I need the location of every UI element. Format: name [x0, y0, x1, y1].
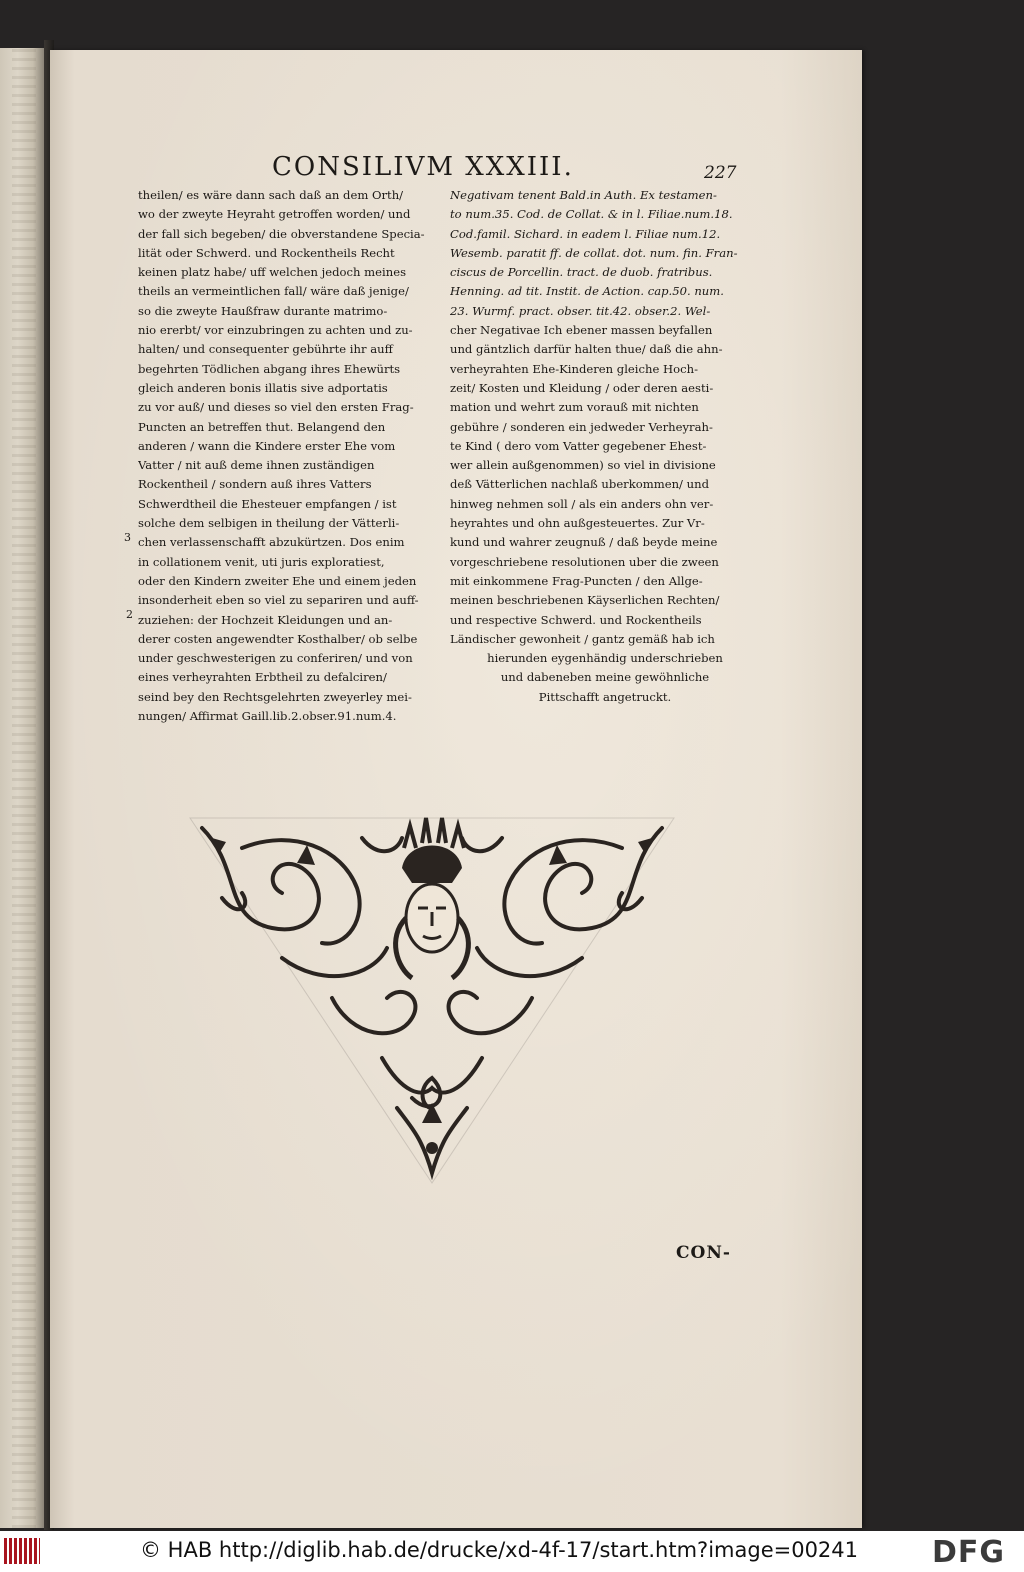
text-line: nio ererbt/ vor einzubringen zu achten und zu-: [138, 323, 413, 338]
text-line: theilen/ es wäre dann sach daß an dem Orth/: [138, 188, 404, 202]
footer-bar: [0, 1531, 1024, 1572]
text-line: und dabeneben meine gewöhnliche: [500, 670, 710, 685]
text-line: Henning. ad tit. Instit. de Action. cap.50. num.: [450, 284, 724, 299]
text-line: der fall sich begeben/ die obverstandene Specia-: [138, 226, 425, 241]
text-line: vorgeschriebene resolutionen uber die zween: [450, 554, 719, 569]
text-line: 23. Wurmf. pract. obser. tit.42. obser.2. Wel-: [450, 303, 711, 318]
dfg-logo: DFG: [932, 1535, 1006, 1570]
text-line: wer allein außgenommen) so viel in divisione: [450, 458, 716, 473]
text-line: und gäntzlich darfür halten thue/ daß die ahn-: [450, 342, 723, 357]
hab-logo-icon: [4, 1538, 40, 1564]
previous-page-edge: [0, 48, 44, 1528]
text-line: solche dem selbigen in theilung der Vätterli-: [138, 516, 400, 531]
text-line: Wesemb. paratit ff. de collat. dot. num. fin. Fran-: [450, 245, 738, 260]
text-line: derer costen angewendter Kosthalber/ ob selbe: [138, 631, 418, 646]
text-line: zuziehen: der Hochzeit Kleidungen und an-: [138, 612, 393, 627]
text-line: heyrahtes und ohn außgesteuertes. Zur Vr-: [450, 516, 705, 531]
text-line: Negativam tenent Bald.in Auth. Ex testamen-: [450, 188, 717, 202]
text-line: Rockentheil / sondern auß ihres Vatters: [138, 477, 372, 492]
text-line: Schwerdtheil die Ehesteuer empfangen / ist: [138, 496, 397, 511]
text-line: hinweg nehmen soll / als ein anders ohn ver-: [450, 496, 714, 511]
text-line: halten/ und consequenter gebührte ihr auff: [138, 342, 393, 357]
copyright-link[interactable]: © HAB http://diglib.hab.de/drucke/xd-4f-17/start.htm?image=00241: [140, 1538, 859, 1562]
text-line: meinen beschriebenen Käyserlichen Rechten/: [450, 593, 720, 608]
text-line: in collationem venit, uti juris exploratiest,: [138, 554, 385, 569]
text-line: lität oder Schwerd. und Rockentheils Recht: [138, 245, 395, 260]
text-line: mation und wehrt zum vorauß mit nichten: [450, 400, 699, 415]
text-line: gleich anderen bonis illatis sive adportatis: [138, 380, 388, 395]
text-line: hierunden eygenhändig underschrieben: [487, 651, 723, 666]
text-line: anderen / wann die Kindere erster Ehe vom: [138, 438, 396, 453]
text-line: ciscus de Porcellin. tract. de duob. fratribus.: [450, 265, 713, 280]
text-line: Vatter / nit auß deme ihnen zuständigen: [138, 458, 375, 473]
text-line: keinen platz habe/ uff welchen jedoch meines: [138, 265, 407, 280]
text-line: seind bey den Rechtsgelehrten zweyerley mei-: [138, 689, 412, 704]
catchword: CON-: [676, 1243, 731, 1263]
text-line: Puncten an betreffen thut. Belangend den: [138, 419, 386, 434]
text-line: gebühre / sonderen ein jedweder Verheyrah-: [450, 419, 713, 434]
text-line: eines verheyrahten Erbtheil zu defalciren/: [138, 670, 387, 685]
text-line: mit einkommene Frag-Puncten / den Allge-: [450, 573, 703, 588]
left-text-column: [138, 186, 438, 726]
text-line: nungen/ Affirmat Gaill.lib.2.obser.91.num.4.: [138, 709, 397, 724]
right-text-column: [450, 186, 760, 707]
text-line: verheyrahten Ehe-Kinderen gleiche Hoch-: [450, 361, 698, 376]
page-header: CONSILIVM XXXIII.: [272, 152, 574, 182]
text-line: te Kind ( dero vom Vatter gegebener Ehest-: [450, 438, 707, 453]
head-medallion: [396, 818, 469, 978]
text-line: wo der zweyte Heyraht getroffen worden/ und: [138, 207, 411, 222]
text-line: under geschwesterigen zu conferiren/ und von: [138, 651, 413, 666]
text-line: zu vor auß/ und dieses so viel den ersten Frag-: [138, 400, 414, 415]
text-line: begehrten Tödlichen abgang ihres Ehewürts: [138, 361, 401, 376]
text-line: oder den Kindern zweiter Ehe und einem jeden: [138, 573, 417, 588]
text-line: cher Negativae Ich ebener massen beyfallen: [450, 323, 713, 338]
text-line: so die zweyte Haußfraw durante matrimo-: [138, 303, 388, 318]
text-line: chen verlassenschafft abzukürtzen. Dos enim: [138, 535, 405, 550]
text-line: Ländischer gewonheit / gantz gemäß hab ich: [450, 631, 715, 646]
text-line: Pittschafft angetruckt.: [538, 689, 672, 704]
text-line: insonderheit eben so viel zu separiren und auff-: [138, 593, 419, 608]
margin-note: 2: [126, 608, 133, 621]
text-line: und respective Schwerd. und Rockentheils: [450, 612, 702, 627]
text-line: theils an vermeintlichen fall/ wäre daß jenige/: [138, 284, 409, 299]
text-line: to num.35. Cod. de Collat. & in l. Filiae.num.18.: [450, 207, 733, 222]
tailpiece-ornament: [182, 808, 682, 1188]
page-number: 227: [704, 163, 737, 183]
text-line: Cod.famil. Sichard. in eadem l. Filiae num.12.: [450, 226, 721, 241]
text-line: deß Vätterlichen nachlaß uberkommen/ und: [450, 477, 709, 492]
margin-note: 3: [124, 531, 131, 544]
text-line: zeit/ Kosten und Kleidung / oder deren aesti-: [450, 380, 714, 395]
text-line: kund und wahrer zeugnuß / daß beyde meine: [450, 535, 718, 550]
